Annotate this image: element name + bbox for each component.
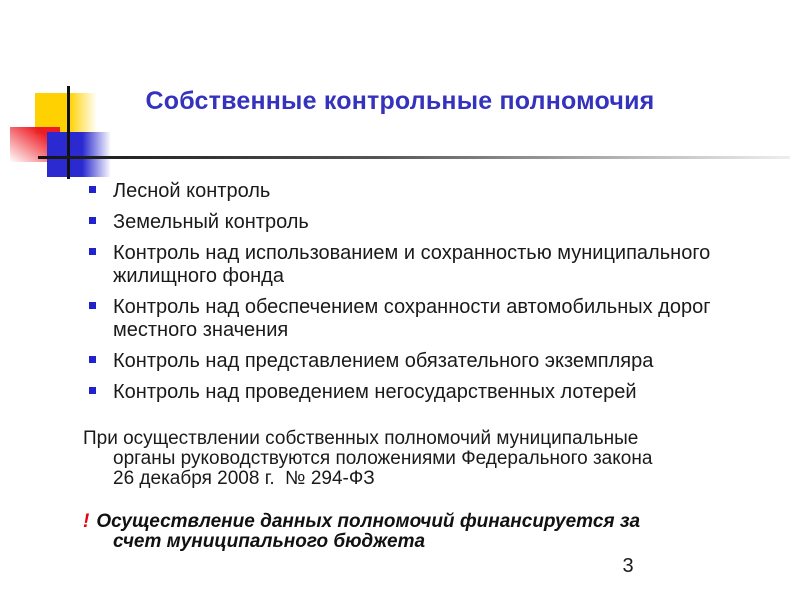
bullet-square-icon (89, 248, 96, 255)
bullet-text (113, 180, 270, 203)
bullet-square-icon (89, 186, 96, 193)
logo-blue-square (47, 132, 111, 177)
paragraph-line: органы руководствуются положениями Федерального закона (113, 448, 653, 469)
bullet-text (113, 381, 637, 404)
title-underline-rule (38, 156, 790, 159)
bullet-line: жилищного фонда (113, 265, 284, 287)
list-item (89, 296, 711, 342)
law-paragraph (83, 429, 652, 489)
funding-note (83, 512, 640, 552)
bullet-line: Земельный контроль (113, 211, 309, 233)
list-item (89, 350, 711, 373)
bullet-text (113, 350, 653, 373)
list-item (89, 211, 711, 234)
note-text: Осуществление данных полномочий финансируется за (96, 511, 641, 532)
bullet-text (113, 296, 711, 342)
page-number: 3 (622, 555, 634, 577)
bullet-text (113, 211, 309, 234)
note-line (83, 512, 640, 532)
bullet-line: Контроль над представлением обязательного экземпляра (113, 350, 654, 372)
bullet-line: Контроль над проведением негосударственных лотерей (113, 381, 637, 403)
bullet-square-icon (89, 217, 96, 224)
paragraph-line: 26 декабря 2008 г. № 294-ФЗ (113, 468, 375, 489)
bullet-square-icon (89, 387, 96, 394)
slide-title: Собственные контрольные полномочия (145, 87, 655, 115)
bullet-line: Лесной контроль (113, 180, 271, 202)
paragraph-line: При осуществлении собственных полномочий муниципальные (83, 428, 639, 449)
bullet-text (113, 242, 710, 288)
bullet-square-icon (89, 302, 96, 309)
bullet-line: Контроль над использованием и сохранностью муниципального (113, 242, 711, 264)
exclamation-mark: ! (83, 511, 90, 532)
list-item (89, 180, 711, 203)
list-item (89, 242, 711, 288)
bullet-square-icon (89, 356, 96, 363)
list-item (89, 381, 711, 404)
bullet-list (89, 180, 711, 412)
note-line: счет муниципального бюджета (113, 531, 426, 552)
bullet-line: Контроль над обеспечением сохранности автомобильных дорог (113, 296, 711, 318)
bullet-line: местного значения (113, 319, 289, 341)
